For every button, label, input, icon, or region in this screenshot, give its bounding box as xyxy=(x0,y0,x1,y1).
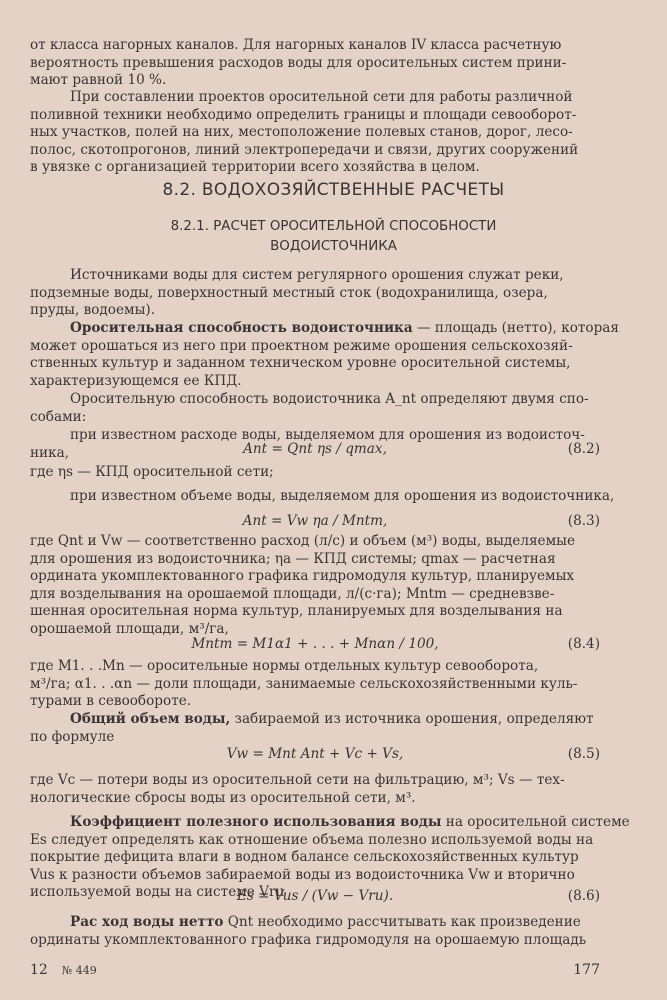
text-line: характеризующемся ее КПД. xyxy=(30,372,242,389)
text-fragment: забираемой из источника орошения, определяют xyxy=(230,711,594,727)
equation-formula: Ant = Vw ηa / Mntm, xyxy=(242,513,388,529)
text-line: шенная оросительная норма культур, планируемых для возделывания на xyxy=(30,603,563,620)
text-line: может орошаться из него при проектном режиме орошения сельскохозяй- xyxy=(30,337,573,354)
subsection-heading xyxy=(0,217,667,257)
text-line: при известном объеме воды, выделяемом для орошения из водоисточника, xyxy=(70,488,615,504)
text-line: Источниками воды для систем регулярного орошения служат реки, xyxy=(70,267,564,283)
text-line: орошаемой площади, м³/га, xyxy=(30,620,229,637)
text-line: для орошения из водоисточника; ηa — КПД системы; qmax — расчетная xyxy=(30,550,556,567)
text-line: поливной техники необходимо определить границы и площади севооборот- xyxy=(30,106,577,123)
text-line: где Qnt и Vw — соответственно расход (л/с) и объем (м³) воды, выделяемые xyxy=(30,533,576,549)
order-number: № 449 xyxy=(61,964,97,977)
equation-8-3 xyxy=(30,513,600,531)
text-line: ординаты укомплектованного графика гидромодуля на орошаемую площадь xyxy=(30,931,587,948)
text-line: собами: xyxy=(30,408,87,425)
text-line: подземные воды, поверхностный местный сток (водохранилища, озера, xyxy=(30,284,548,301)
text-fragment: Qnt необходимо рассчитывать как произведение xyxy=(223,914,581,930)
equation-number: (8.5) xyxy=(567,746,600,762)
equation-formula: Es = Vus / (Vw − Vru). xyxy=(236,888,394,904)
paragraph-losses xyxy=(30,772,600,807)
text-fragment: на оросительной системе xyxy=(441,814,630,830)
text-line: при известном расходе воды, выделяемом для орошения из водоисточ- xyxy=(70,427,585,443)
paragraph-methods xyxy=(30,391,600,426)
text-line: где M1. . .Mn — оросительные нормы отдельных культур севооборота, xyxy=(30,658,539,674)
text-line: турами в севообороте. xyxy=(30,693,192,710)
text-line xyxy=(30,711,600,729)
paragraph-project-design xyxy=(30,89,600,177)
equation-number: (8.2) xyxy=(567,441,600,457)
text-line: покрытие дефицита влаги в водном балансе сельскохозяйственных культур xyxy=(30,849,579,866)
subsection-heading-line: ВОДОИСТОЧНИКА xyxy=(270,239,397,254)
equation-8-4 xyxy=(30,636,600,654)
text-line xyxy=(30,814,630,832)
paragraph-irrigation-canals xyxy=(30,37,600,90)
text-line: по формуле xyxy=(30,728,115,745)
text-line: ника, xyxy=(30,444,70,461)
equation-8-6 xyxy=(30,888,600,906)
paragraph-irrigation-capacity-definition xyxy=(30,320,619,390)
equation-number: (8.6) xyxy=(567,888,600,904)
term: Коэффициент полезного использования воды xyxy=(70,814,442,830)
signature-mark: 12 xyxy=(30,962,48,978)
text-line: При составлении проектов оросительной сети для работы различной xyxy=(70,89,573,105)
paragraph-net-discharge xyxy=(30,914,600,949)
equation-formula: Vw = Mnt Ant + Vc + Vs, xyxy=(226,746,404,762)
paragraph-known-volume-text xyxy=(30,488,615,506)
text-line: Es следует определять как отношение объема полезно используемой воды на xyxy=(30,831,594,848)
equation-formula: Mntm = M1α1 + . . . + Mnαn / 100, xyxy=(191,636,439,652)
text-line: м³/га; α1. . .αn — доли площади, занимаемые сельскохозяйственными куль- xyxy=(30,675,578,692)
text-line: пруды, водоемы). xyxy=(30,302,156,319)
paragraph-water-sources xyxy=(30,267,600,320)
text-line: полос, скотопрогонов, линий электропередачи и связи, других сооружений xyxy=(30,141,579,158)
text-line: от класса нагорных каналов. Для нагорных каналов IV класса расчетную xyxy=(30,37,562,53)
text-line: Оросительную способность водоисточника A_nt определяют двумя спо- xyxy=(70,391,589,407)
text-line: нологические сбросы воды из оросительной сети, м³. xyxy=(30,789,416,806)
text-line: где ηs — КПД оросительной сети; xyxy=(30,464,274,480)
page-number: 177 xyxy=(573,962,600,978)
equation-8-5 xyxy=(30,746,600,764)
text-line: где Vc — потери воды из оросительной сети на фильтрацию, м³; Vs — тех- xyxy=(30,772,565,788)
text-line xyxy=(30,320,619,338)
text-line: Vus к разности объемов забираемой воды из водоисточника Vw и вторично xyxy=(30,866,575,883)
subsection-heading-line: 8.2.1. РАСЧЕТ ОРОСИТЕЛЬНОЙ СПОСОБНОСТИ xyxy=(170,219,497,234)
equation-formula: Ant = Qnt ηs / qmax, xyxy=(243,441,387,457)
text-line: вероятность превышения расходов воды для оросительных систем прини- xyxy=(30,54,567,71)
text-fragment: — площадь (нетто), которая xyxy=(412,320,619,336)
text-line: для возделывания на орошаемой площади, л/(с·га); Mntm — средневзве- xyxy=(30,585,555,602)
text-line: в увязке с организацией территории всего хозяйства в целом. xyxy=(30,159,480,176)
paragraph-where-eta xyxy=(30,464,600,482)
term: Общий объем воды, xyxy=(70,711,231,727)
text-line: мают равной 10 %. xyxy=(30,72,167,89)
equation-number: (8.4) xyxy=(567,636,600,652)
equation-number: (8.3) xyxy=(567,513,600,529)
text-line: используемой воды на системе Vru xyxy=(30,884,285,901)
term: Оросительная способность водоисточника xyxy=(70,320,413,336)
text-line: ных участков, полей на них, местоположение полевых станов, дорог, лесо- xyxy=(30,124,573,141)
paragraph-irrigation-norms xyxy=(30,658,600,711)
text-line: ственных культур и заданном техническом уровне оросительной системы, xyxy=(30,355,571,372)
equation-8-2 xyxy=(30,441,600,459)
section-heading: 8.2. ВОДОХОЗЯЙСТВЕННЫЕ РАСЧЕТЫ xyxy=(162,180,505,200)
term: Рас ход воды нетто xyxy=(70,914,224,930)
text-line xyxy=(30,914,600,932)
text-line: ордината укомплектованного графика гидромодуля культур, планируемых xyxy=(30,568,575,585)
footer-signature xyxy=(30,962,97,978)
paragraph-total-volume xyxy=(30,711,600,746)
paragraph-variables-definition xyxy=(30,533,600,639)
